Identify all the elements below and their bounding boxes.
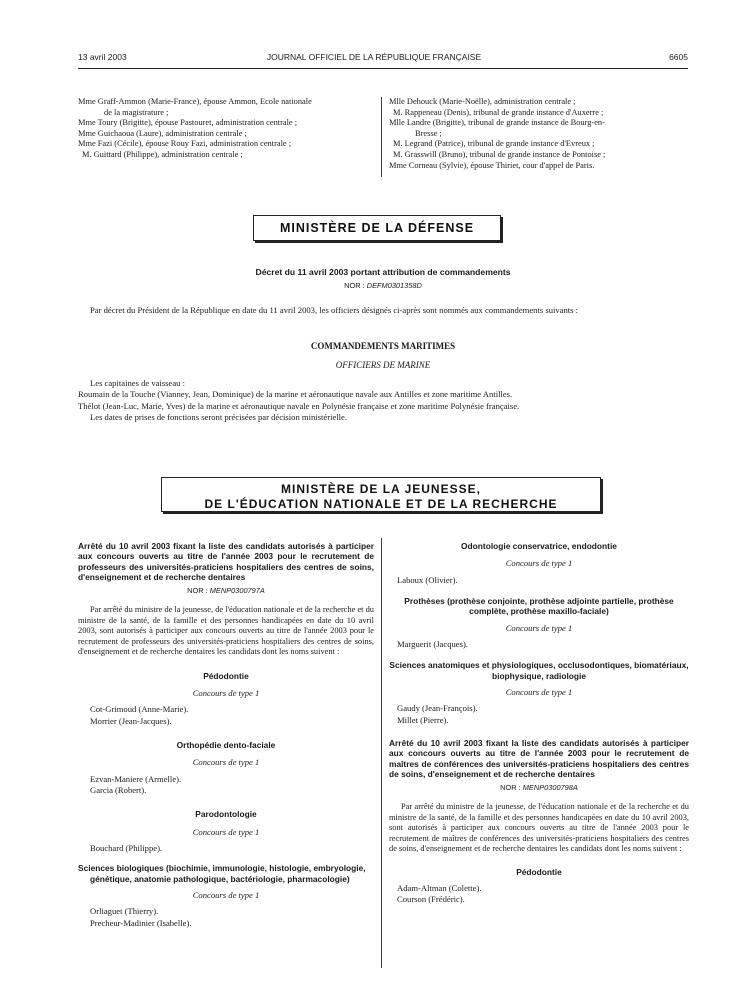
arrete-title: Arrêté du 10 avril 2003 fixant la liste des candidats autorisés à participer aux concours ouverts au titre de l'année 2003 pour le recrutement de professeurs des universités-praticiens hospitaliers des centres de soins, d'enseignement et de recherche dentaires	[78, 541, 374, 583]
candidate-name: Garcia (Robert).	[90, 784, 147, 795]
concours-type: Concours de type 1	[192, 688, 260, 699]
ministry-jeunesse-title	[161, 477, 601, 512]
header-page-number: 6605	[669, 52, 688, 62]
list-item: Mme Fazi (Cécile), épouse Rouy Fazi, administration centrale ;	[78, 139, 292, 149]
concours-type: Concours de type 1	[505, 687, 573, 698]
nor-code: DEFM0301358D	[366, 281, 422, 290]
nor-code: MENP0300798A	[522, 782, 578, 792]
section-title: Pédodontie	[203, 670, 249, 681]
list-item: Mlle Dehouck (Marie-Noëlle), administration centrale ;	[389, 97, 576, 106]
nor-label: NOR :	[344, 281, 365, 290]
header-date: 13 avril 2003	[78, 52, 127, 62]
candidate-name: Precheur-Madinier (Isabelle).	[90, 917, 192, 928]
list-item: Roumain de la Touche (Vianney, Jean, Dominique) de la marine et aéronautique navale aux Antilles et zone maritime Antilles.	[78, 389, 513, 400]
concours-type: Concours de type 1	[192, 826, 260, 837]
arrete-intro: Par arrêté du ministre de la jeunesse, de l'éducation nationale et de la recherche et du ministre de la santé, de la famille et des personnes handicapées en date du 10 avril 2003, sont autorisés à participer aux concours ouverts au titre de l'année 2003 pour le recrutement de maîtres de conférences des universités-praticiens hospitaliers des centres de soins, d'enseignement et de recherche dentaires les candidats dont les noms suivent :	[389, 801, 689, 854]
section-title: Sciences biologiques (biochimie, immunologie, histologie, embryologie, génétique, anatomie pathologique, bactériologie, pharmacologie)	[78, 863, 366, 884]
section-title: Orthopédie dento-faciale	[176, 740, 276, 751]
candidate-name: Orliaguet (Thierry).	[90, 906, 159, 917]
column-divider	[381, 538, 382, 968]
list-item: Mme Guichaoua (Laure), administration centrale ;	[78, 128, 247, 138]
list-item: de la magistrature ;	[104, 107, 169, 117]
list-item: M. Guittard (Philippe), administration centrale ;	[82, 149, 243, 159]
candidate-name: Morrier (Jean-Jacques).	[90, 715, 172, 726]
header-journal: JOURNAL OFFICIEL DE LA RÉPUBLIQUE FRANÇAISE	[266, 52, 482, 62]
ministry-line-2: DE L'ÉDUCATION NATIONALE ET DE LA RECHERCHE	[204, 497, 558, 511]
candidate-name: Laboux (Olivier).	[397, 574, 458, 585]
defense-list	[78, 378, 693, 423]
right-column	[389, 541, 689, 906]
candidate-name: Cot-Grimoud (Anne-Marie).	[90, 704, 189, 715]
candidate-name: Ezvan-Maniere (Armelle).	[90, 773, 182, 784]
concours-type: Concours de type 1	[192, 889, 260, 900]
list-item: Mlle Landre (Brigitte), tribunal de grande instance de Bourg-en-	[389, 118, 605, 128]
section-title: Prothèses (prothèse conjointe, prothèse adjointe partielle, prothèse complète, prothèse maxillo-faciale)	[404, 595, 674, 617]
list-item: Thélot (Jean-Luc, Marie, Yves) de la marine et aéronautique navale en Polynésie française et zone maritime Polynésie française.	[78, 400, 520, 411]
list-item: M. Legrand (Patrice), tribunal de grande instance d'Evreux ;	[393, 139, 595, 149]
section-heading: COMMANDEMENTS MARITIMES	[310, 341, 456, 351]
ministry-line-1: MINISTÈRE DE LA JEUNESSE,	[281, 482, 481, 496]
nor-label: NOR :	[500, 782, 521, 792]
concours-type: Concours de type 1	[505, 622, 573, 633]
list-item: Bresse ;	[415, 128, 442, 138]
candidate-name: Marguerit (Jacques).	[397, 639, 468, 649]
candidate-name: Courson (Frédéric).	[397, 894, 465, 905]
arrete-nor	[389, 782, 689, 793]
candidate-name: Millet (Pierre).	[397, 714, 449, 725]
arrete-intro: Par arrêté du ministre de la jeunesse, de l'éducation nationale et de la recherche et du ministre de la santé, de la famille et des personnes handicapées en date du 10 avril 2003, sont autorisés à participer aux concours ouverts au titre de l'année 2003 pour le recrutement de professeurs des universités-praticiens hospitaliers des centres de soins, d'enseignement et de recherche dentaires les candidats dont les noms suivent :	[78, 604, 374, 657]
arrete-nor	[78, 585, 374, 596]
section-title: Pédodontie	[516, 866, 562, 877]
lead-text: Les capitaines de vaisseau :	[90, 378, 185, 388]
list-item: M. Grasswill (Bruno), tribunal de grande instance de Pontoise ;	[393, 149, 606, 159]
top-left-list	[78, 97, 376, 161]
closing-text: Les dates de prises de fonctions seront précisées par décision ministérielle.	[90, 411, 348, 422]
concours-type: Concours de type 1	[192, 757, 260, 768]
list-item: Mme Toury (Brigitte), épouse Pastouret, administration centrale ;	[78, 118, 298, 128]
column-divider	[381, 97, 382, 177]
nor-label: NOR :	[187, 585, 208, 595]
candidate-name: Gaudy (Jean-François).	[397, 703, 478, 714]
section-title: Parodontologie	[195, 809, 257, 820]
header-rule	[78, 68, 688, 69]
arrete-1	[78, 541, 374, 929]
nor-code: MENP0300797A	[209, 585, 265, 595]
section-title: Odontologie conservatrice, endodontie	[461, 541, 617, 551]
list-item: Mme Graff-Ammon (Marie-France), épouse Ammon, Ecole nationale	[78, 97, 312, 106]
ministry-defense-title: MINISTÈRE DE LA DÉFENSE	[253, 215, 501, 241]
decree-nor	[78, 281, 688, 290]
section-title: Sciences anatomiques et physiologiques, occlusodontiques, biomatériaux, biophysique, radiologie	[389, 660, 689, 681]
top-right-list	[389, 97, 689, 171]
subsection-heading: OFFICIERS DE MARINE	[335, 360, 431, 370]
concours-type: Concours de type 1	[505, 558, 573, 569]
candidate-name: Adam-Altman (Colette).	[397, 883, 482, 894]
list-item: M. Rappeneau (Denis), tribunal de grande instance d'Auxerre ;	[393, 107, 604, 117]
decree-title: Décret du 11 avril 2003 portant attribution de commandements	[255, 267, 511, 277]
list-item: Mme Corneau (Sylvie), épouse Thiriet, cour d'appel de Paris.	[389, 160, 595, 170]
arrete-title: Arrêté du 10 avril 2003 fixant la liste des candidats autorisés à participer aux concours ouverts au titre de l'année 2003 pour le recrutement de maîtres de conférences des universités-praticiens hospitaliers des centres de soins, d'enseignement et de recherche dentaires	[389, 738, 689, 780]
candidate-name: Bouchard (Philippe).	[90, 842, 163, 853]
decree-intro: Par décret du Président de la République en date du 11 avril 2003, les officiers désignés ci-après sont nommés aux commandements suivants :	[90, 305, 579, 315]
